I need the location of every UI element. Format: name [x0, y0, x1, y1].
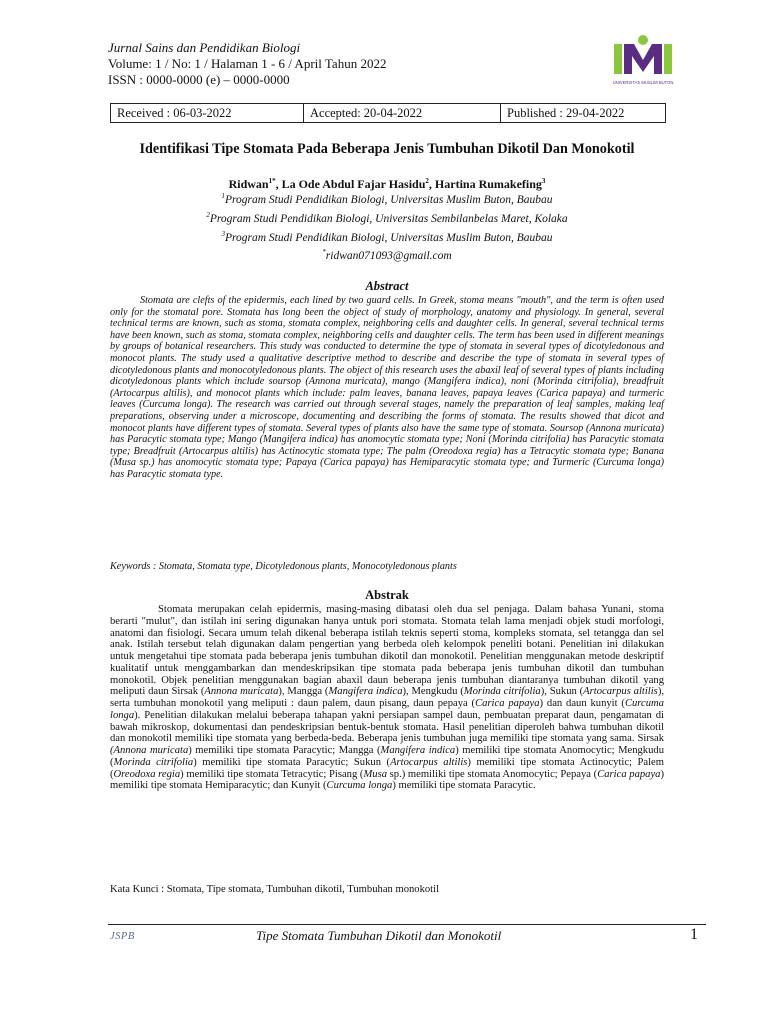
abstract-indonesian: [110, 604, 664, 792]
species-name: Musa: [363, 768, 388, 780]
page-number: 1: [690, 926, 698, 943]
author-affiliation-marker: 2: [425, 177, 429, 185]
species-name: (Annona muricata: [110, 745, 189, 756]
abstract-text: sp.) memiliki tipe stomata Anomocytic; Pepaya (: [387, 768, 598, 780]
author-name: La Ode Abdul Fajar Hasidu: [281, 177, 426, 191]
abstract-english: Stomata are clefts of the epidermis, each lined by two guard cells. In Greek, stoma means "mouth", and the term is often used only for the stomatal pore. Stomata has long been the object of study of morphology, anatomy and physiology. In general, several technical terms are known, such as stoma, stomata complex, neighboring cells and daughter cells. In general, several technical terms have been known, such as stoma, stomata complex, neighboring cells and daughter cells. The term has been used in different meanings by groups of botanical researchers. This study was conducted to determine the type of stomata in several types of dicotyledonous and monocot plants. The study used a qualitative descriptive method to describe and describe the type of stomata in several types of dicotyledonous plants and monocotyledonous plants. The object of this research uses the abaxil leaf of several types of plants including dicotyledonous plants which include soursop (Annona muricata), mango (Mangifera indica), noni (Morinda citrifolia), breadfruit (Artocarpus altilis), and monocot plants which include: palm leaves, banana leaves, papaya leaves (Carica papaya) and turmeric leaves (Curcuma longa). The research was carried out through several stages, namely the preparation of leaf samples, making leaf preparations, observing under a microscope, documenting and describing the forms of stomata. The results showed that dicot and monocot plants have different types of stomata. Several types of plants also have the same type of stomata. Soursop (Annona muricata) has Paracytic stomata type; Mango (Mangifera indica) has anomocytic stomata type; Noni (Morinda citrifolia) has Paracytic stomata type; Breadfruit (Artocarpus altilis) has Actinocytic stomata type; The palm (Oreodoxa regia) has a Tetracytic stomata type; Banana (Musa sp.) has anomocytic stomata type; Papaya (Carica papaya) has Hemiparacytic stomata type; and Turmeric (Curcuma longa) has Paracytic stomata type.: [110, 295, 664, 480]
author-affiliation-marker: 3: [541, 177, 546, 185]
logo-caption: UNIVERSITAS MUSLIM BUTON: [612, 80, 674, 85]
affiliation-2: $^2$Program Studi Pendidikan Biologi, Universitas Sembilanbelas Maret, Kolaka: [206, 211, 568, 225]
abstract-text: ) memiliki tipe stomata Actinocytic; Palem (: [110, 756, 664, 780]
species-name: Artocarpus altilis: [390, 756, 468, 768]
abstract-text: ) memiliki tipe stomata Paracytic; Mangga (: [188, 745, 381, 756]
keywords-indonesian: Kata Kunci : Stomata, Tipe stomata, Tumbuhan dikotil, Tumbuhan monokotil: [110, 884, 440, 895]
species-name: Curcuma longa: [326, 780, 393, 792]
affiliation-3: $^3$Program Studi Pendidikan Biologi, Universitas Muslim Buton, Baubau: [221, 230, 553, 244]
abstract-text: ), Mangga (: [278, 686, 329, 698]
abstract-text: ). Penelitian dilakukan melalui beberapa tahapan yakni persiapan sampel daun, pembuatan preparat daun, pengamatan di bawah mikroskop, dokumentasi dan pendeskripsian bentuk-bentuk stomata. Hasil penelitian diperoleh bahwa tumbuhan dikotil dan monokotil memiliki tipe stomata yang berbeda-beda. Beberapa jenis tumbuhan juga memiliki tipe stomata yang sama. Sirsak: [110, 709, 664, 745]
author-name: Hartina Rumakefing: [434, 177, 542, 191]
abstract-text: ), Mengkudu (: [402, 686, 464, 698]
abstract-text: ) memiliki tipe stomata Paracytic; Sukun (: [193, 756, 391, 768]
species-name: Mangifera indica: [380, 745, 456, 756]
species-name: Morinda citrifolia: [113, 756, 194, 768]
abstract-text: ), Sukun (: [540, 686, 584, 698]
accepted-date: Accepted: 20-04-2022: [304, 104, 501, 122]
species-name: Artocarpus altilis: [583, 686, 658, 698]
published-date: Published : 29-04-2022: [507, 106, 625, 120]
article-title: Identifikasi Tipe Stomata Pada Beberapa Jenis Tumbuhan Dikotil Dan Monokotil: [139, 141, 635, 157]
abstract-text: ) memiliki tipe stomata Tetracytic; Pisang (: [180, 768, 364, 780]
journal-volume: Volume: 1 / No: 1 / Halaman 1 - 6 / April Tahun 2022: [108, 56, 387, 71]
affiliation-1: $^1$Program Studi Pendidikan Biologi, Universitas Muslim Buton, Baubau: [221, 192, 553, 206]
species-name: Annona muricata: [204, 686, 279, 698]
abstract-heading: Abstract: [365, 279, 409, 293]
species-name: Curcuma longa: [110, 698, 664, 721]
abstract-text: ) memiliki tipe stomata Anomocytic; Mengkudu (: [110, 745, 664, 768]
author-name: Ridwan: [228, 177, 269, 191]
species-name: Morinda citrifolia: [463, 686, 541, 698]
species-name: Mangifera indica: [328, 686, 403, 698]
author-list: Ridwan$^{1*}$, La Ode Abdul Fajar Hasidu$^2$, Hartina Rumakefing$^3$: [228, 177, 546, 191]
journal-issn: ISSN : 0000-0000 (e) – 0000-0000: [108, 72, 290, 87]
species-name: Carica papaya: [597, 768, 661, 780]
footer-running-title: Tipe Stomata Tumbuhan Dikotil dan Monokotil: [256, 928, 502, 943]
journal-header: [108, 40, 386, 88]
species-name: Oreodoxa regia: [113, 768, 181, 780]
footer-rule: [108, 924, 706, 925]
dates-table: [110, 103, 666, 123]
received-date: Received : 06-03-2022: [111, 104, 304, 122]
species-name: Carica papaya: [475, 698, 540, 709]
abstract-text: ), serta tumbuhan monokotil yang meliputi : daun palem, daun pisang, daun pepaya (: [110, 686, 664, 709]
corresponding-email: *ridwan071093@gmail.com: [322, 248, 452, 262]
abstract-text: ) memiliki tipe stomata Hemiparacytic; dan Kunyit (: [110, 768, 664, 792]
abstract-text: ) memiliki tipe stomata Paracytic.: [392, 780, 536, 792]
keywords-english: Keywords : Stomata, Stomata type, Dicotyledonous plants, Monocotyledonous plants: [110, 561, 457, 572]
footer-journal-abbr: JSPB: [110, 931, 135, 942]
author-affiliation-marker: 1*: [268, 177, 276, 185]
abstract-text: Stomata merupakan celah epidermis, masing-masing dibatasi oleh dua sel penjaga. Dalam bahasa Yunani, stoma berarti "mulut", dan istilah ini sering digunakan hanya untuk pori stomata. Stomata telah lama menjadi objek studi morfologi, anatomi dan fisiologi. Secara umum telah dikenal beberapa istilah teknis seperti stoma, kompleks stomata, sel tetangga dan sel anak. Istilah tersebut telah digunakan dalam pengertian yang berbeda oleh kelompok peneliti botani. Penelitian ini dilakukan untuk mengetahui tipe stomata pada beberapa jenis tumbuhan dikotil dan monokotil. Penelitian menggunakan metode deskriptif kualitatif untuk menggambarkan dan mendeskripsikan tipe stomata pada beberapa jenis tumbuhan dikotil dan tumbuhan monokotil. Objek penelitian menggunakan bagian abaxil daun beberapa jenis tumbuhan diantaranya tumbuhan dikotil yang meliputi daun Sirsak (: [110, 604, 664, 698]
university-logo: [612, 34, 676, 88]
abstract-text: ) dan daun kunyit (: [539, 698, 625, 709]
journal-name: Jurnal Sains dan Pendidikan Biologi: [108, 40, 301, 55]
abstrak-heading: Abstrak: [365, 588, 409, 602]
